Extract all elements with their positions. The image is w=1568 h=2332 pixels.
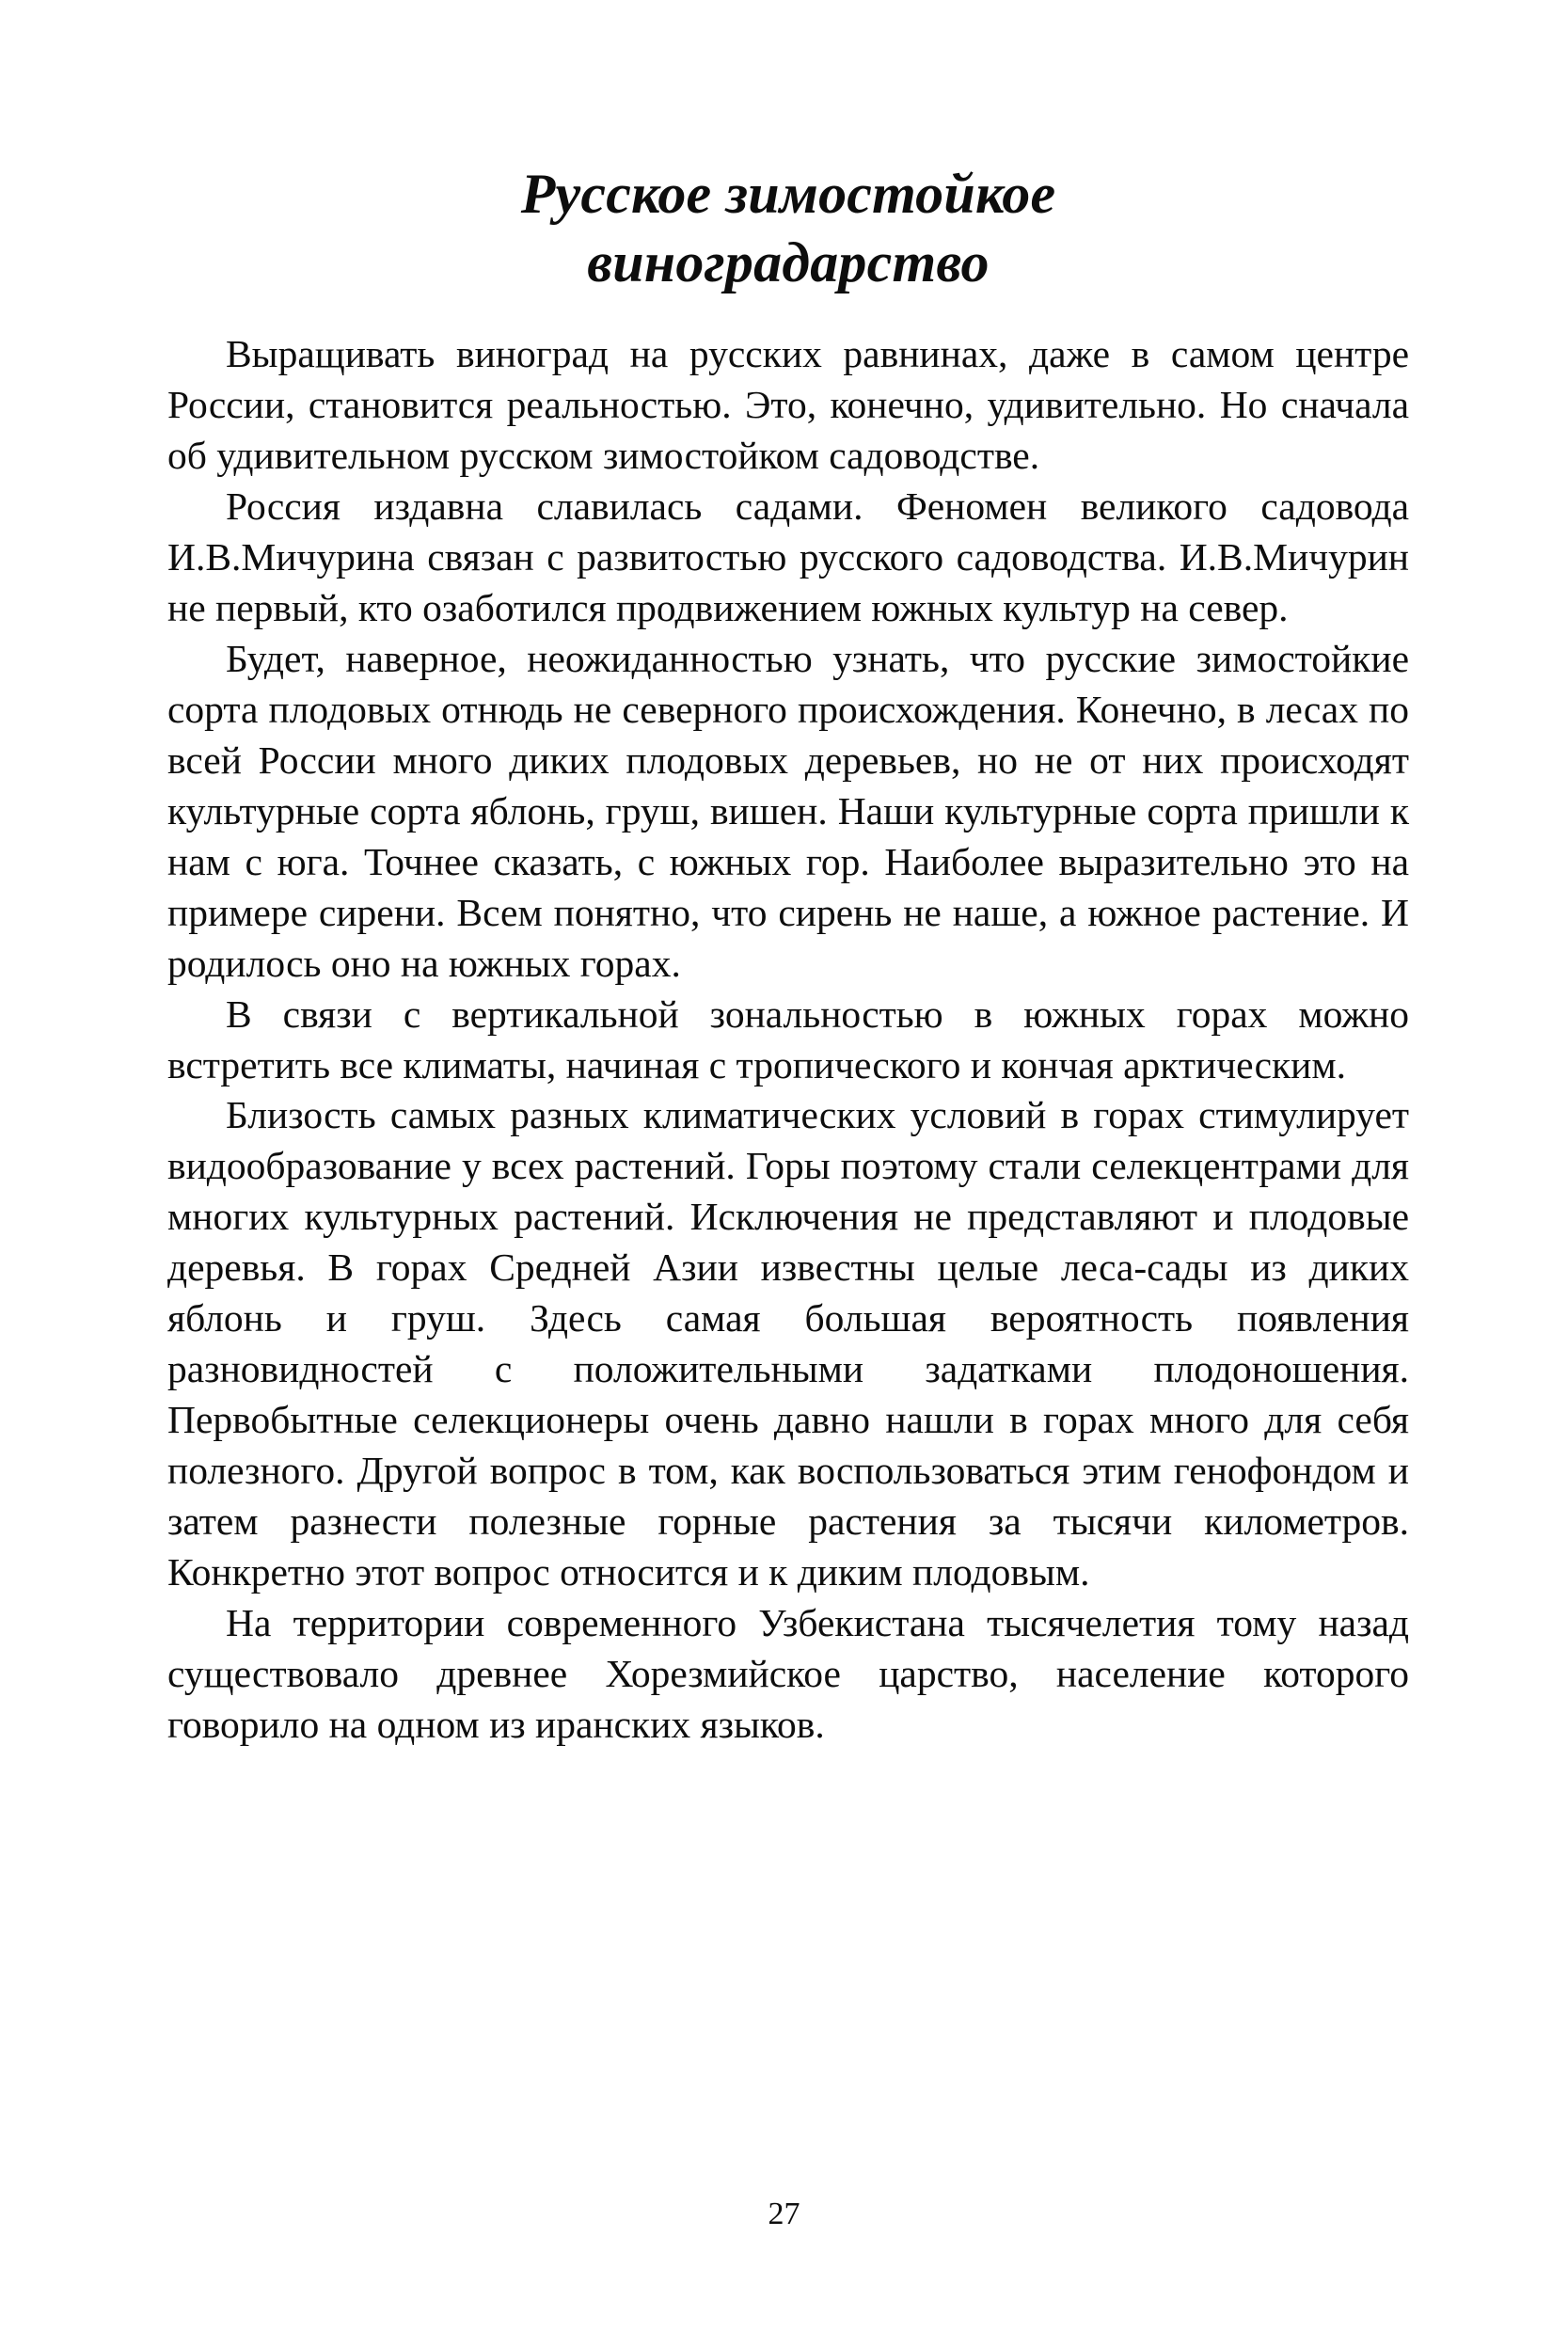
body-paragraph: Будет, наверное, неожиданностью узнать, что русские зимостойкие сорта плодовых отнюдь не северного происхождения. Конечно, в лесах по всей России много диких плодовых деревьев, но не от них происходят культурные сорта яблонь, груш, вишен. Наши культурные сорта пришли к нам с юга. Точнее сказать, с южных гор. Наиболее выразительно это на примере сирени. Всем понятно, что сирень не наше, а южное растение. И родилось оно на южных горах. bbox=[167, 637, 1409, 985]
body-paragraph: На территории современного Узбекистана тысячелетия тому назад существовало древнее Хорезмийское царство, население которого говорило на одном из иранских языков. bbox=[167, 1600, 1409, 1746]
page-number: 27 bbox=[768, 2197, 800, 2231]
body-paragraph: Близость самых разных климатических условий в горах стимулирует видообразование у всех растений. Горы поэтому стали селекцентрами для многих культурных растений. Исключения не представляют и плодовые деревья. В горах Средней Азии известны целые леса-сады из диких яблонь и груш. Здесь самая большая вероятность появления разновидностей с положительными задатками плодоношения. Первобытные селекционеры очень давно нашли в горах много для себя полезного. Другой вопрос в том, как воспользоваться этим генофондом и затем разнести полезные горные растения за тысячи километров. Конкретно этот вопрос относится и к диким плодовым. bbox=[167, 1093, 1409, 1594]
page-title-line-2: виноградарство bbox=[587, 231, 990, 294]
page-content bbox=[167, 160, 1409, 1751]
body-paragraph: Выращивать виноград на русских равнинах, даже в самом центре России, становится реальностью. Это, конечно, удивительно. Но сначала об удивительном русском зимостойком садоводстве. bbox=[167, 332, 1409, 478]
body-paragraph: В связи с вертикальной зональностью в южных горах можно встретить все климаты, начиная с тропического и кончая арктическим. bbox=[167, 991, 1409, 1087]
page-title-line-1: Русское зимостойкое bbox=[520, 163, 1056, 225]
page-title bbox=[167, 160, 1409, 297]
body-paragraph: Россия издавна славилась садами. Феномен великого садовода И.В.Мичурина связан с развитостью русского садоводства. И.В.Мичурин не первый, кто озаботился продвижением южных культур на север. bbox=[167, 484, 1409, 630]
